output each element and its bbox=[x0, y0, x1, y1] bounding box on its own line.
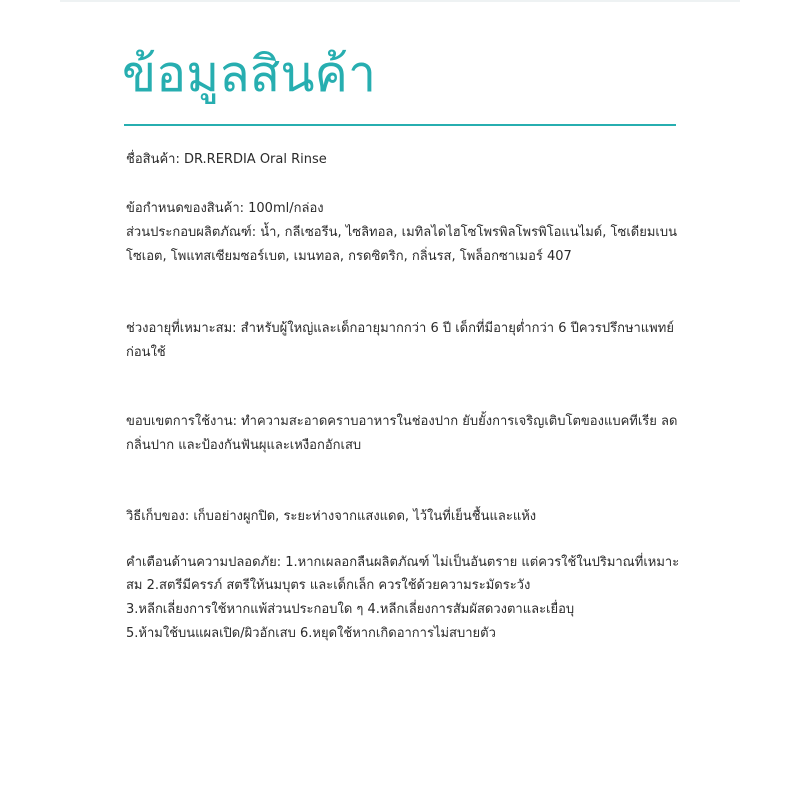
scope-text-line-2: กลิ่นปาก และป้องกันฟันผุและเหงือกอักเสบ bbox=[126, 438, 362, 453]
age-text-line-2: ก่อนใช้ bbox=[126, 345, 166, 360]
page-title: ข้อมูลสินค้า bbox=[122, 45, 377, 103]
ingredients-text-line-1: ส่วนประกอบผลิตภัณฑ์: น้ำ, กลีเซอรีน, ไซลิทอล, เมทิลไดไฮโซโพรพิลโพรพิโอแนไมด์, โซเดียมเบน bbox=[126, 225, 677, 240]
warning-text-line-2: สม 2.สตรีมีครรภ์ สตรีให้นมบุตร และเด็กเล็ก ควรใช้ด้วยความระมัดระวัง bbox=[126, 578, 531, 593]
top-border bbox=[60, 0, 740, 2]
storage-text: วิธีเก็บของ: เก็บอย่างผูกปิด, ระยะห่างจากแสงแดด, ไว้ในที่เย็นชื้นและแห้ง bbox=[126, 509, 537, 524]
ingredients-text-line-2: โซเอต, โพแทสเซียมซอร์เบต, เมนทอล, กรดซิตริก, กลิ่นรส, โพล็อกซาเมอร์ 407 bbox=[126, 249, 572, 264]
product-name-text: ชื่อสินค้า: DR.RERDIA Oral Rinse bbox=[126, 152, 327, 167]
spec-text: ข้อกำหนดของสินค้า: 100ml/กล่อง bbox=[126, 201, 324, 216]
title-divider bbox=[124, 124, 676, 126]
scope-text-line-1: ขอบเขตการใช้งาน: ทำความสะอาดคราบอาหารในช่องปาก ยับยั้งการเจริญเติบโตของแบคทีเรีย ลด bbox=[126, 414, 678, 429]
warning-text-line-4: 5.ห้ามใช้บนแผลเปิด/ผิวอักเสบ 6.หยุดใช้หากเกิดอาการไม่สบายตัว bbox=[126, 626, 496, 641]
warning-text-line-3: 3.หลีกเลี่ยงการใช้หากแพ้ส่วนประกอบใด ๆ 4.หลีกเลี่ยงการสัมผัสดวงตาและเยื่อบุ bbox=[126, 602, 575, 617]
age-text-line-1: ช่วงอายุที่เหมาะสม: สำหรับผู้ใหญ่และเด็กอายุมากกว่า 6 ปี เด็กที่มีอายุต่ำกว่า 6 ปีควรปรึกษาแพทย์ bbox=[126, 321, 674, 336]
warning-text-line-1: คำเตือนด้านความปลอดภัย: 1.หากเผลอกลืนผลิตภัณฑ์ ไม่เป็นอันตราย แต่ควรใช้ในปริมาณที่เหมาะ bbox=[126, 555, 680, 570]
